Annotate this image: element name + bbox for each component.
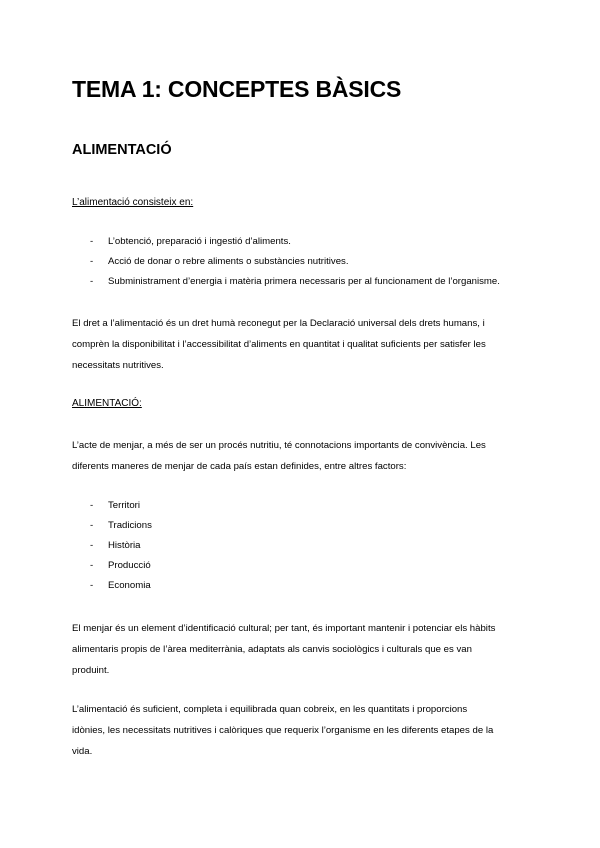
paragraph-line: idònies, les necessitats nutritives i calòriques que requerix l’organisme en les diferents etapes de la <box>72 725 494 736</box>
list-item <box>90 236 291 247</box>
list-item <box>90 276 500 287</box>
list-item-text: L’obtenció, preparació i ingestió d’aliments. <box>108 236 291 247</box>
list-item-text: Història <box>108 540 141 551</box>
list-item-text: Subministrament d’energia i matèria primera necessaris per al funcionament de l’organisme. <box>108 276 500 287</box>
consisteix-label: L’alimentació consisteix en: <box>72 197 194 208</box>
paragraph-line: El dret a l’alimentació és un dret humà reconegut per la Declaració universal dels drets humans, i <box>72 318 485 329</box>
list-item <box>90 520 152 531</box>
paragraph-line: alimentaris propis de l’àrea mediterrània, adaptats als canvis sociològics i culturals que es van <box>72 644 472 655</box>
paragraph-line: necessitats nutritives. <box>72 360 164 371</box>
bullet-dash: - <box>90 276 94 287</box>
bullet-dash: - <box>90 560 94 571</box>
paragraph-dret <box>72 313 532 376</box>
page-title: TEMA 1: CONCEPTES BÀSICS <box>72 76 402 102</box>
section-heading: ALIMENTACIÓ <box>72 142 172 158</box>
list-item <box>90 540 141 551</box>
bullet-dash: - <box>90 580 94 591</box>
list-item <box>90 560 151 571</box>
bullet-dash: - <box>90 256 94 267</box>
paragraph-line: L’acte de menjar, a més de ser un procés nutritiu, té connotacions importants de convivència. Les <box>72 440 486 451</box>
list-item <box>90 500 140 511</box>
paragraph-menjar <box>72 618 532 681</box>
paragraph-line: vida. <box>72 746 93 757</box>
list-item <box>90 580 151 591</box>
bullet-dash: - <box>90 500 94 511</box>
list-item-text: Producció <box>108 560 151 571</box>
paragraph-line: diferents maneres de menjar de cada país estan definides, entre altres factors: <box>72 461 407 472</box>
list-item-text: Acció de donar o rebre aliments o substàncies nutritives. <box>108 256 349 267</box>
paragraph-line: produint. <box>72 665 110 676</box>
list-item <box>90 256 349 267</box>
paragraph-acte <box>72 435 532 477</box>
paragraph-line: comprèn la disponibilitat i l’accessibilitat d’aliments en quantitat i qualitat suficients per satisfer les <box>72 339 486 350</box>
bullet-dash: - <box>90 520 94 531</box>
list-item-text: Tradicions <box>108 520 152 531</box>
paragraph-line: El menjar és un element d’identificació cultural; per tant, és important mantenir i potenciar els hàbits <box>72 623 496 634</box>
paragraph-line: L’alimentació és suficient, completa i equilibrada quan cobreix, en les quantitats i proporcions <box>72 704 468 715</box>
alimentacio-label: ALIMENTACIÓ: <box>72 398 142 409</box>
list-item-text: Economia <box>108 580 151 591</box>
bullet-dash: - <box>90 540 94 551</box>
list-item-text: Territori <box>108 500 140 511</box>
paragraph-suficient <box>72 699 532 762</box>
bullet-dash: - <box>90 236 94 247</box>
